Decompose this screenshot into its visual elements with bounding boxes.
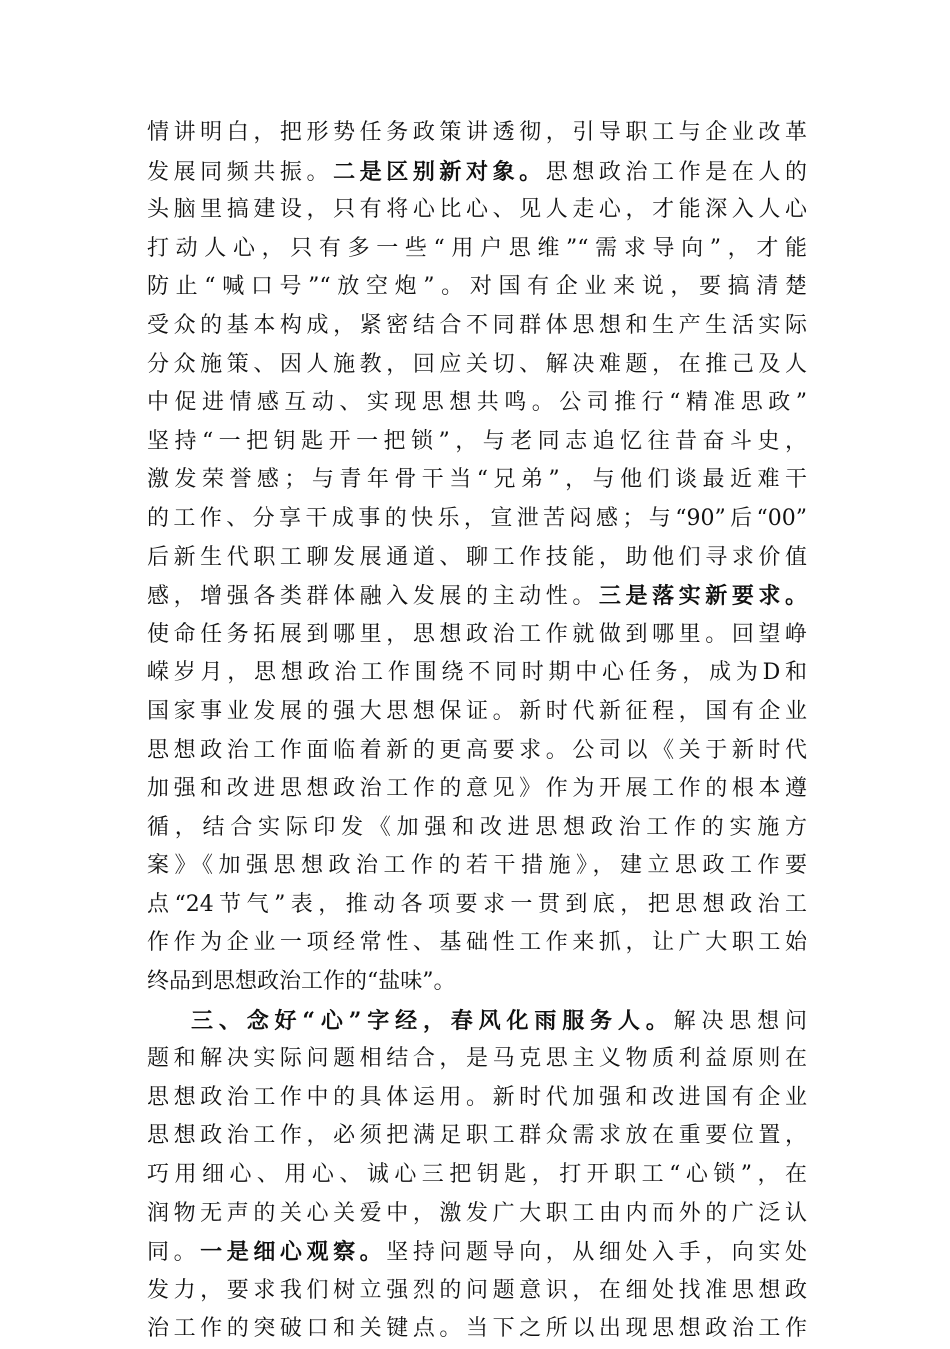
text-line — [147, 230, 807, 269]
text-run: 情讲明白，把形势任务政策讲透彻，引导职工与企业改革 — [147, 120, 807, 145]
text-run: 受众的基本构成，紧密结合不同群体思想和生产生活实际 — [147, 312, 807, 338]
text-run: 思想政治工作中的具体运用。新时代加强和改进国有企业 — [147, 1084, 807, 1110]
text-line — [147, 616, 807, 655]
text-run: 中促进情感互动、实现思想共鸣。公司推行“精准思政” — [147, 390, 807, 416]
text-line — [147, 153, 807, 192]
text-run: 打动人心，只有多一些“用户思维”“需求导向”，才能 — [147, 235, 807, 261]
text-line — [147, 1272, 807, 1311]
text-run: 治工作的突破口和关键点。当下之所以出现思想政治工作 — [147, 1316, 807, 1342]
text-line — [147, 500, 807, 539]
text-run: 发展同频共振。 — [147, 159, 334, 185]
text-line — [147, 1117, 807, 1156]
text-line — [147, 886, 807, 925]
text-run: 巧用细心、用心、诚心三把钥匙，打开职工“心锁”，在 — [147, 1162, 807, 1188]
text-run: 思想政治工作是在人的 — [545, 159, 807, 185]
text-run: 坚持问题导向，从细处入手，向实处 — [386, 1240, 807, 1266]
text-line — [147, 1233, 807, 1272]
text-run: 案》《加强思想政治工作的若干措施》，建立思政工作要 — [147, 853, 807, 879]
text-run: 循，结合实际印发《加强和改进思想政治工作的实施方 — [147, 814, 807, 840]
text-run: 润物无声的关心关爱中，激发广大职工由内而外的广泛认 — [147, 1200, 807, 1226]
text-line — [147, 1040, 807, 1079]
text-line — [147, 539, 807, 578]
text-run: 题和解决实际问题相结合，是马克思主义物质利益原则在 — [147, 1046, 807, 1072]
text-run: 加强和改进思想政治工作的意见》作为开展工作的根本遵 — [147, 776, 807, 802]
text-run: 的工作、分享干成事的快乐，宣泄苦闷感；与“90”后“00” — [147, 505, 807, 531]
text-line — [147, 1195, 807, 1234]
text-run: 发力，要求我们树立强烈的问题意识，在细处找准思想政 — [147, 1277, 807, 1303]
text-line — [147, 732, 807, 771]
text-line — [147, 1310, 807, 1349]
text-line — [147, 770, 807, 809]
text-line — [147, 693, 807, 732]
text-run: 解决思想问 — [673, 1008, 807, 1034]
bold-heading-run: 三是落实新要求。 — [598, 583, 807, 610]
text-line — [147, 1079, 807, 1118]
text-run: 后新生代职工聊发展通道、聊工作技能，助他们寻求价值 — [147, 544, 807, 570]
text-line — [147, 809, 807, 848]
text-line — [147, 423, 807, 462]
text-run: 坚持“一把钥匙开一把锁”，与老同志追忆往昔奋斗史， — [147, 428, 807, 454]
text-run: 终品到思想政治工作的“盐味”。 — [147, 969, 456, 995]
bold-heading-run: 一是细心观察。 — [200, 1239, 387, 1266]
text-run: 使命任务拓展到哪里，思想政治工作就做到哪里。回望峥 — [147, 621, 807, 647]
text-line — [147, 346, 807, 385]
text-line — [147, 963, 807, 1002]
text-run: 分众施策、因人施教，回应关切、解决难题，在推己及人 — [147, 351, 807, 377]
text-run: 激发荣誉感；与青年骨干当“兄弟”，与他们谈最近难干 — [147, 467, 807, 493]
text-line — [147, 654, 807, 693]
text-line — [147, 114, 807, 153]
text-run: 思想政治工作，必须把满足职工群众需求放在重要位置， — [147, 1123, 807, 1149]
text-line — [147, 577, 807, 616]
body-text — [147, 114, 807, 1349]
text-line — [147, 1002, 807, 1041]
bold-heading-run: 二是区别新对象。 — [333, 158, 546, 185]
text-run: 感，增强各类群体融入发展的主动性。 — [147, 584, 599, 610]
text-line — [147, 384, 807, 423]
text-line — [147, 268, 807, 307]
text-run: 头脑里搞建设，只有将心比心、见人走心，才能深入人心 — [147, 197, 807, 223]
text-line — [147, 924, 807, 963]
bold-heading-run: 三、念好“心”字经，春风化雨服务人。 — [191, 1007, 674, 1034]
text-run: 思想政治工作面临着新的更高要求。公司以《关于新时代 — [147, 737, 807, 763]
text-run: 同。 — [147, 1240, 201, 1266]
text-line — [147, 307, 807, 346]
text-run: 作作为企业一项经常性、基础性工作来抓，让广大职工始 — [147, 930, 807, 956]
text-run: 嵘岁月，思想政治工作围绕不同时期中心任务，成为D和 — [147, 660, 807, 686]
text-run: 点“24节气”表，推动各项要求一贯到底，把思想政治工 — [147, 891, 807, 917]
text-run: 防止“喊口号”“放空炮”。对国有企业来说，要搞清楚 — [147, 274, 807, 300]
text-line — [147, 461, 807, 500]
text-run: 国家事业发展的强大思想保证。新时代新征程，国有企业 — [147, 698, 807, 724]
text-line — [147, 1156, 807, 1195]
text-line — [147, 847, 807, 886]
text-line — [147, 191, 807, 230]
